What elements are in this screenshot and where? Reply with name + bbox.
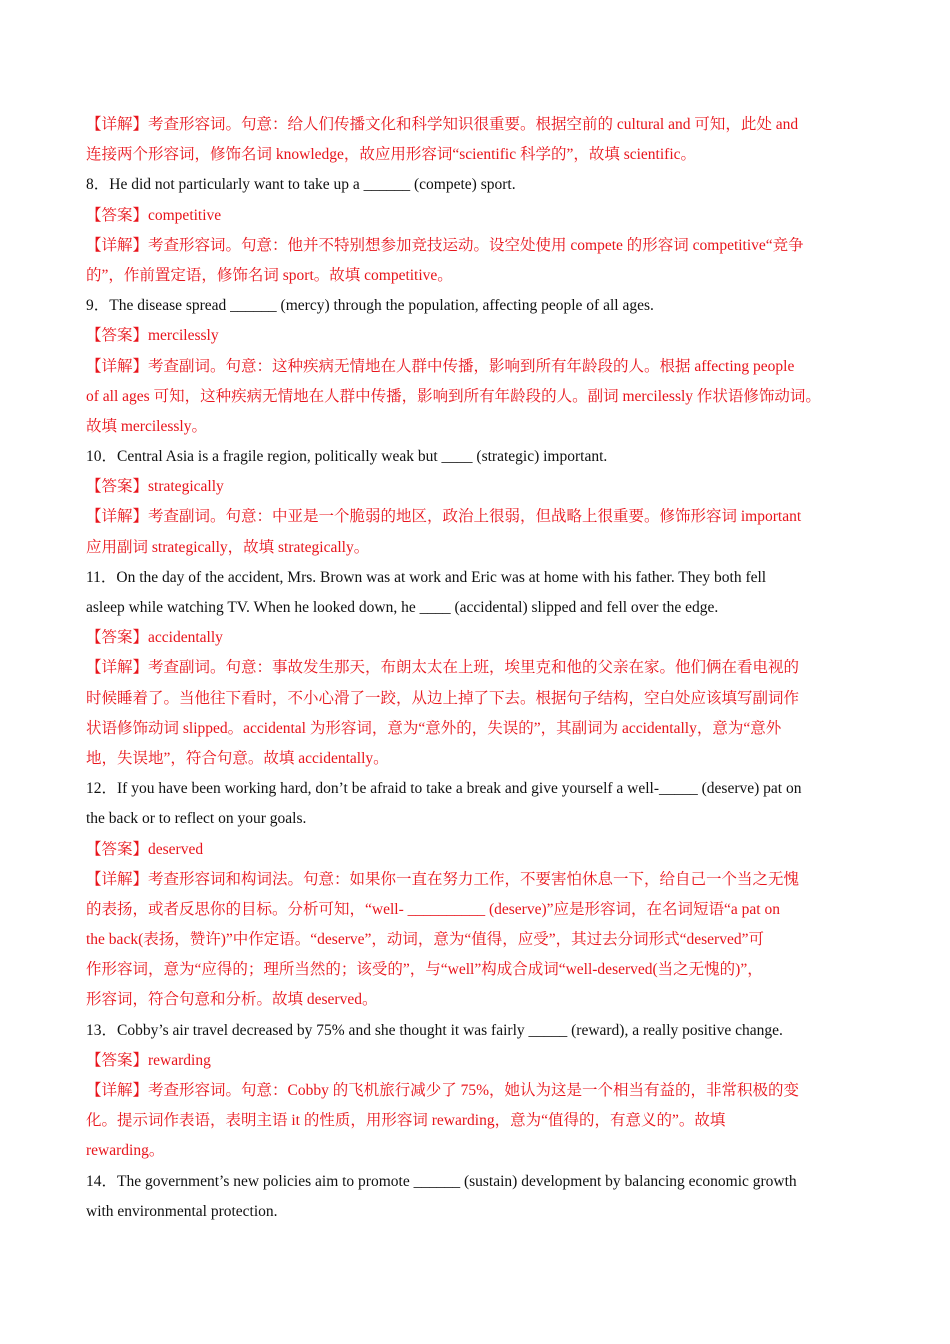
answer-block [86,1046,876,1076]
question-line: 10．Central Asia is a fragile region, politically weak but ____ (strategic) important. [86,448,608,466]
question-line: 11．On the day of the accident, Mrs. Brown was at work and Eric was at home with his father. They both fell [86,568,767,586]
answer-line: 【答案】rewarding [86,1051,211,1069]
answer-block [86,835,876,865]
detail-line: 化。提示词作表语，表明主语 it 的性质，用形容词 rewarding，意为“值得的，有意义的”。故填 [86,1112,726,1130]
detail-line: 形容词，符合句意和分析。故填 deserved。 [86,991,378,1009]
answer-line: 【答案】mercilessly [86,327,219,345]
detail-line: 连接两个形容词，修饰名词 knowledge，故应用形容词“scientific 科学的”，故填 scientific。 [86,146,697,164]
detail-block [86,865,876,1016]
detail-block [86,110,876,170]
question-block [86,170,876,200]
detail-block [86,502,876,562]
answer-block [86,201,876,231]
detail-line: 【详解】考查副词。句意：这种疾病无情地在人群中传播，影响到所有年龄段的人。根据 affecting people [86,357,795,375]
detail-line: 【详解】考查形容词。句意：Cobby 的飞机旅行减少了 75%，她认为这是一个相当有益的，非常积极的变 [86,1082,800,1099]
question-line: 8．He did not particularly want to take up a ______ (compete) sport. [86,176,516,194]
question-line: 13．Cobby’s air travel decreased by 75% and she thought it was fairly _____ (reward), a really positive change. [86,1021,783,1039]
answer-block [86,623,876,653]
question-block [86,563,876,623]
question-line: 14．The government’s new policies aim to promote ______ (sustain) development by balancing economic growth [86,1172,797,1190]
question-line: 9．The disease spread ______ (mercy) through the population, affecting people of all ages. [86,297,654,315]
detail-line: 【详解】考查副词。句意：中亚是一个脆弱的地区，政治上很弱，但战略上很重要。修饰形容词 important [86,508,802,526]
detail-line: rewarding。 [86,1142,165,1160]
detail-block [86,1076,876,1167]
detail-line: 应用副词 strategically，故填 strategically。 [86,538,370,556]
document-content [86,110,876,1227]
question-block [86,442,876,472]
detail-line: 时候睡着了。当他往下看时，不小心滑了一跤，从边上掉了下去。根据句子结构，空白处应该填写副词作 [86,689,800,707]
question-block [86,1016,876,1046]
detail-line: of all ages 可知，这种疾病无情地在人群中传播，影响到所有年龄段的人。副词 mercilessly 作状语修饰动词。 [86,387,821,405]
detail-line: 【详解】考查形容词和构词法。句意：如果你一直在努力工作，不要害怕休息一下，给自己一个当之无愧 [86,870,800,888]
answer-block [86,321,876,351]
detail-block [86,352,876,443]
detail-line: 的表扬，或者反思你的目标。分析可知，“well- __________ (deserve)”应是形容词，在名词短语“a pat on [86,900,780,918]
question-block [86,291,876,321]
detail-line: 作形容词，意为“应得的；理所当然的；该受的”，与“well”构成合成词“well-deserved(当之无愧的)”， [86,961,763,979]
question-block [86,1167,876,1227]
detail-line: 【详解】考查副词。句意：事故发生那天，布朗太太在上班，埃里克和他的父亲在家。他们俩在看电视的 [86,659,800,677]
detail-block [86,653,876,774]
detail-line: 的”，作前置定语，修饰名词 sport。故填 competitive。 [86,266,453,284]
detail-line: 【详解】考查形容词。句意：给人们传播文化和科学知识很重要。根据空前的 cultural and 可知，此处 and [86,116,799,133]
question-line: the back or to reflect on your goals. [86,810,307,828]
answer-line: 【答案】deserved [86,840,204,858]
detail-line: 地，失误地”，符合句意。故填 accidentally。 [86,749,389,767]
detail-line: 【详解】考查形容词。句意：他并不特别想参加竞技运动。设空处使用 compete 的形容词 competitive“竞争 [86,236,804,254]
question-line: with environmental protection. [86,1202,278,1220]
detail-line: 故填 mercilessly。 [86,417,207,435]
answer-block [86,472,876,502]
question-line: asleep while watching TV. When he looked down, he ____ (accidental) slipped and fell over the edge. [86,599,719,616]
question-block [86,774,876,834]
detail-line: 状语修饰动词 slipped。accidental 为形容词，意为“意外的，失误的”，其副词为 accidentally，意为“意外 [86,719,782,737]
detail-block [86,231,876,291]
answer-line: 【答案】accidentally [86,629,223,647]
question-line: 12．If you have been working hard, don’t be afraid to take a break and give yourself a well-_____ (deserve) pat on [86,780,802,798]
answer-line: 【答案】strategically [86,478,224,496]
detail-line: the back(表扬，赞许)”中作定语。“deserve”，动词，意为“值得，应受”，其过去分词形式“deserved”可 [86,931,764,949]
answer-line: 【答案】competitive [86,206,222,224]
